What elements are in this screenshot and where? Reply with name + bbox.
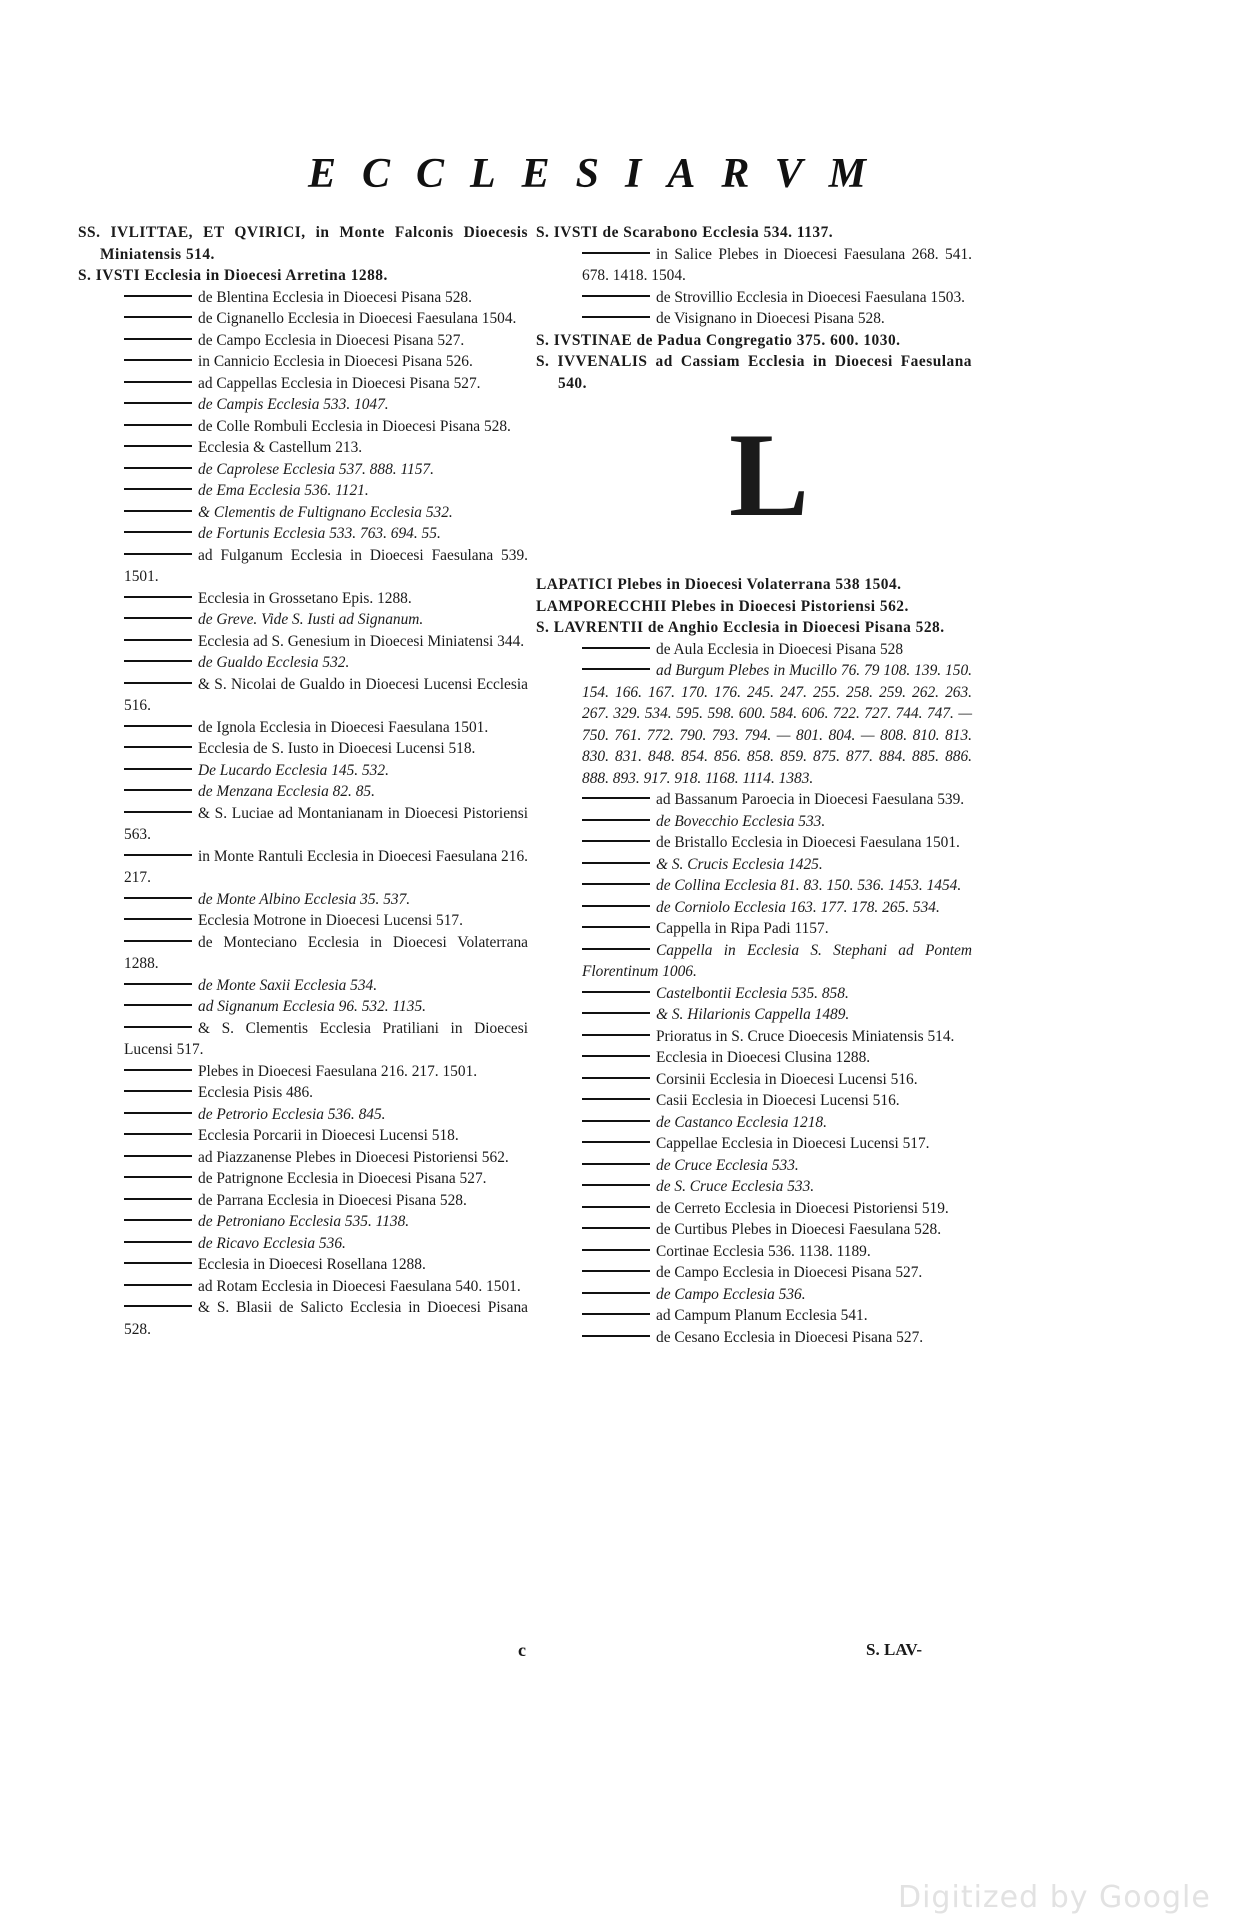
index-subentry	[536, 789, 972, 811]
index-subentry	[78, 609, 528, 631]
entry-text: de Castanco Ecclesia 1218.	[656, 1113, 827, 1131]
index-subentry	[78, 416, 528, 438]
index-subentry	[78, 588, 528, 610]
ditto-dash	[124, 338, 192, 340]
index-subentry	[78, 1211, 528, 1233]
index-subentry	[78, 889, 528, 911]
entry-text: S. IVVENALIS ad Cassiam Ecclesia in Dioecesi Faesulana 540.	[536, 353, 972, 392]
index-subentry	[536, 639, 972, 661]
index-entry	[536, 330, 972, 352]
entry-text: S. LAVRENTII de Anghio Ecclesia in Dioecesi Pisana 528.	[536, 619, 945, 636]
index-subentry	[78, 1061, 528, 1083]
entry-text: ad Signanum Ecclesia 96. 532. 1135.	[198, 998, 426, 1015]
right-column	[536, 222, 972, 1348]
ditto-dash	[582, 905, 650, 907]
ditto-dash	[124, 617, 192, 619]
ditto-dash	[582, 1163, 650, 1165]
ditto-dash	[124, 510, 192, 512]
ditto-dash	[124, 789, 192, 791]
ditto-dash	[582, 862, 650, 864]
index-subentry	[78, 1018, 528, 1061]
ditto-dash	[582, 797, 650, 799]
index-subentry	[78, 760, 528, 782]
index-subentry	[536, 1305, 972, 1327]
index-subentry	[78, 1082, 528, 1104]
index-subentry	[536, 1327, 972, 1349]
index-subentry	[78, 674, 528, 717]
ditto-dash	[124, 1284, 192, 1286]
index-subentry	[536, 660, 972, 789]
entry-text: de Cignanello Ecclesia in Dioecesi Faesulana 1504.	[198, 310, 517, 327]
entry-text: de S. Cruce Ecclesia 533.	[656, 1178, 815, 1195]
right-column-top	[536, 222, 972, 394]
index-subentry	[78, 1190, 528, 1212]
ditto-dash	[582, 991, 650, 993]
index-subentry	[78, 1125, 528, 1147]
index-subentry	[78, 308, 528, 330]
entry-text: de Curtibus Plebes in Dioecesi Faesulana 528.	[656, 1221, 942, 1238]
index-subentry	[78, 373, 528, 395]
index-subentry	[78, 652, 528, 674]
entry-text: de Blentina Ecclesia in Dioecesi Pisana 528.	[198, 288, 472, 306]
ditto-dash	[124, 445, 192, 447]
entry-text: Ecclesia & Castellum 213.	[198, 439, 363, 456]
index-subentry	[536, 1112, 972, 1134]
index-subentry	[536, 854, 972, 876]
index-subentry	[78, 545, 528, 588]
watermark	[898, 1880, 1211, 1915]
ditto-dash	[582, 1012, 650, 1014]
index-subentry	[78, 717, 528, 739]
entry-text: Ecclesia Pisis 486.	[198, 1084, 313, 1101]
index-subentry	[78, 1104, 528, 1126]
ditto-dash	[582, 1270, 650, 1272]
entry-text: de Campo Ecclesia 536.	[656, 1285, 806, 1303]
index-subentry	[78, 1276, 528, 1298]
entry-text: de Colle Rombuli Ecclesia in Dioecesi Pisana 528.	[198, 417, 511, 435]
index-subentry	[78, 459, 528, 481]
index-entry	[536, 596, 972, 618]
entry-text: ad Burgum Plebes in Mucillo 76. 79 108. 139. 150. 154. 166. 167. 170. 176. 245. 247. 255. 258. 259. 262. 263. 267. 329. 534. 595. 598. 600. 584. 606. 722. 727. 744. 747. — 750. 761. 772. 790. 793. 794. — 801. 804. — 808. 810. 813. 830. 831. 848. 854. 856. 858. 859. 875. 877. 884. 885. 886. 888. 893. 917. 918. 1168. 1114. 1383.	[582, 662, 972, 787]
ditto-dash	[124, 639, 192, 641]
index-entry	[536, 574, 972, 596]
index-subentry	[78, 1147, 528, 1169]
entry-text: de Cesano Ecclesia in Dioecesi Pisana 527.	[656, 1328, 924, 1346]
entry-text: ad Fulganum Ecclesia in Dioecesi Faesulana 539. 1501.	[124, 546, 528, 585]
entry-text: De Lucardo Ecclesia 145. 532.	[198, 761, 389, 779]
ditto-dash	[124, 854, 192, 856]
entry-text: Ecclesia de S. Iusto in Dioecesi Lucensi 518.	[198, 740, 476, 757]
entry-text: de Parrana Ecclesia in Dioecesi Pisana 528.	[198, 1191, 467, 1209]
index-subentry	[536, 1262, 972, 1284]
entry-text: de Petrorio Ecclesia 536. 845.	[198, 1105, 386, 1123]
ditto-dash	[124, 1026, 192, 1028]
index-subentry	[78, 803, 528, 846]
entry-text: & S. Hilarionis Cappella 1489.	[656, 1006, 850, 1023]
index-subentry	[78, 996, 528, 1018]
page-heading: ECCLESIARVM	[307, 151, 893, 197]
left-column	[78, 222, 528, 1340]
ditto-dash	[124, 553, 192, 555]
entry-text: de Monteciano Ecclesia in Dioecesi Volaterrana 1288.	[124, 933, 528, 972]
ditto-dash	[124, 531, 192, 533]
ditto-dash	[582, 1206, 650, 1208]
ditto-dash	[582, 1227, 650, 1229]
ditto-dash	[582, 1249, 650, 1251]
index-subentry	[78, 394, 528, 416]
ditto-dash	[124, 596, 192, 598]
ditto-dash	[124, 897, 192, 899]
catchword: S. LAV-	[866, 1640, 923, 1659]
index-subentry	[536, 1198, 972, 1220]
index-entry	[78, 222, 528, 265]
entry-text: Ecclesia in Dioecesi Rosellana 1288.	[198, 1256, 426, 1273]
entry-text: Plebes in Dioecesi Faesulana 216. 217. 1501.	[198, 1062, 478, 1080]
index-subentry	[536, 1241, 972, 1263]
ditto-dash	[124, 1112, 192, 1114]
index-subentry	[536, 832, 972, 854]
index-subentry	[78, 1297, 528, 1340]
index-subentry	[78, 932, 528, 975]
entry-text: Cappellae Ecclesia in Dioecesi Lucensi 517.	[656, 1135, 930, 1152]
entry-text: de Collina Ecclesia 81. 83. 150. 536. 1453. 1454.	[656, 877, 962, 894]
ditto-dash	[582, 668, 650, 670]
index-subentry	[536, 244, 972, 287]
index-subentry	[536, 287, 972, 309]
entry-text: SS. IVLITTAE, ET QVIRICI, in Monte Falconis Dioecesis Miniatensis 514.	[78, 224, 528, 263]
entry-text: Cappella in Ripa Padi 1157.	[656, 920, 829, 937]
watermark-text: Digitized by Google	[898, 1880, 1211, 1915]
ditto-dash	[582, 1077, 650, 1079]
entry-text: Ecclesia Porcarii in Dioecesi Lucensi 518.	[198, 1127, 459, 1144]
entry-text: de Aula Ecclesia in Dioecesi Pisana 528	[656, 640, 904, 658]
index-subentry	[536, 983, 972, 1005]
index-subentry	[536, 1069, 972, 1091]
ditto-dash	[124, 682, 192, 684]
ditto-dash	[582, 1141, 650, 1143]
entry-text: de Campo Ecclesia in Dioecesi Pisana 527.	[656, 1264, 923, 1281]
signature-mark: c	[518, 1640, 526, 1660]
ditto-dash	[582, 1184, 650, 1186]
entry-text: de Caprolese Ecclesia 537. 888. 1157.	[198, 460, 434, 478]
entry-text: de Monte Saxii Ecclesia 534.	[198, 976, 378, 994]
entry-text: ad Cappellas Ecclesia in Dioecesi Pisana 527.	[198, 374, 481, 392]
index-subentry	[78, 1233, 528, 1255]
entry-text: Ecclesia in Dioecesi Clusina 1288.	[656, 1049, 871, 1066]
entry-text: & S. Clementis Ecclesia Pratiliani in Dioecesi Lucensi 517.	[124, 1019, 528, 1058]
index-subentry	[536, 1155, 972, 1177]
ditto-dash	[582, 647, 650, 649]
index-subentry	[536, 1090, 972, 1112]
entry-text: S. IVSTI de Scarabono Ecclesia 534. 1137.	[536, 224, 834, 241]
index-subentry	[78, 480, 528, 502]
entry-text: & S. Crucis Ecclesia 1425.	[656, 855, 823, 873]
index-subentry	[78, 502, 528, 524]
index-subentry	[78, 781, 528, 803]
entry-text: LAPATICI Plebes in Dioecesi Volaterrana 538 1504.	[536, 576, 902, 593]
ditto-dash	[582, 295, 650, 297]
entry-text: in Cannicio Ecclesia in Dioecesi Pisana 526.	[198, 353, 473, 370]
entry-text: de Corniolo Ecclesia 163. 177. 178. 265. 534.	[656, 898, 940, 916]
index-subentry	[536, 1176, 972, 1198]
index-subentry	[536, 308, 972, 330]
ditto-dash	[124, 488, 192, 490]
ditto-dash	[124, 918, 192, 920]
ditto-dash	[124, 1219, 192, 1221]
index-entry	[78, 265, 528, 287]
entry-text: de Bristallo Ecclesia in Dioecesi Faesulana 1501.	[656, 834, 960, 851]
index-subentry	[78, 351, 528, 373]
ditto-dash	[582, 926, 650, 928]
entry-text: Casii Ecclesia in Dioecesi Lucensi 516.	[656, 1092, 900, 1109]
ditto-dash	[124, 295, 192, 297]
ditto-dash	[582, 1292, 650, 1294]
ditto-dash	[124, 1004, 192, 1006]
entry-text: de Cerreto Ecclesia in Dioecesi Pistoriensi 519.	[656, 1199, 949, 1217]
entry-text: S. IVSTI Ecclesia in Dioecesi Arretina 1288.	[78, 267, 388, 284]
right-column-bottom	[536, 574, 972, 1348]
entry-text: Ecclesia Motrone in Dioecesi Lucensi 517.	[198, 912, 463, 929]
index-entry	[536, 222, 972, 244]
entry-text: & S. Nicolai de Gualdo in Dioecesi Lucensi Ecclesia 516.	[124, 675, 528, 714]
entry-text: de Cruce Ecclesia 533.	[656, 1156, 799, 1174]
entry-text: & S. Blasii de Salicto Ecclesia in Dioecesi Pisana 528.	[124, 1299, 528, 1338]
entry-text: de Greve. Vide S. Iusti ad Signanum.	[198, 611, 424, 628]
index-subentry	[78, 631, 528, 653]
ditto-dash	[124, 402, 192, 404]
entry-text: LAMPORECCHII Plebes in Dioecesi Pistoriensi 562.	[536, 597, 909, 615]
index-subentry	[78, 846, 528, 889]
ditto-dash	[582, 819, 650, 821]
entry-text: S. IVSTINAE de Padua Congregatio 375. 600. 1030.	[536, 331, 901, 349]
entry-text: de Campo Ecclesia in Dioecesi Pisana 527.	[198, 331, 465, 349]
ditto-dash	[124, 381, 192, 383]
entry-text: de Petroniano Ecclesia 535. 1138.	[198, 1213, 410, 1230]
section-letter: L	[728, 408, 810, 541]
entry-text: de Campis Ecclesia 533. 1047.	[198, 396, 389, 413]
ditto-dash	[582, 1098, 650, 1100]
entry-text: ad Piazzanense Plebes in Dioecesi Pistoriensi 562.	[198, 1148, 509, 1166]
ditto-dash	[124, 1069, 192, 1071]
ditto-dash	[582, 1313, 650, 1315]
entry-text: de Ignola Ecclesia in Dioecesi Faesulana 1501.	[198, 718, 489, 736]
entry-text: de Visignano in Dioecesi Pisana 528.	[656, 310, 885, 327]
entry-text: ad Bassanum Paroecia in Dioecesi Faesulana 539.	[656, 791, 965, 808]
ditto-dash	[124, 983, 192, 985]
index-subentry	[78, 1168, 528, 1190]
entry-text: ad Rotam Ecclesia in Dioecesi Faesulana 540. 1501.	[198, 1277, 521, 1295]
ditto-dash	[582, 252, 650, 254]
index-entry	[536, 351, 972, 394]
index-subentry	[536, 1284, 972, 1306]
index-subentry	[78, 738, 528, 760]
entry-text: de Menzana Ecclesia 82. 85.	[198, 783, 375, 800]
entry-text: de Patrignone Ecclesia in Dioecesi Pisana 527.	[198, 1170, 487, 1187]
index-subentry	[536, 940, 972, 983]
entry-text: & Clementis de Fultignano Ecclesia 532.	[198, 503, 453, 521]
ditto-dash	[582, 1055, 650, 1057]
ditto-dash	[124, 746, 192, 748]
index-subentry	[78, 975, 528, 997]
index-subentry	[536, 1219, 972, 1241]
entry-text: Corsinii Ecclesia in Dioecesi Lucensi 516.	[656, 1070, 918, 1088]
ditto-dash	[124, 1155, 192, 1157]
ditto-dash	[124, 424, 192, 426]
entry-text: Ecclesia ad S. Genesium in Dioecesi Miniatensi 344.	[198, 632, 525, 650]
ditto-dash	[124, 1262, 192, 1264]
index-subentry	[78, 523, 528, 545]
ditto-dash	[124, 1305, 192, 1307]
index-subentry	[78, 330, 528, 352]
ditto-dash	[124, 316, 192, 318]
entry-text: & S. Luciae ad Montanianam in Dioecesi Pistoriensi 563.	[124, 804, 528, 843]
index-subentry	[536, 1004, 972, 1026]
index-entry	[536, 617, 972, 639]
index-subentry	[536, 875, 972, 897]
index-subentry	[536, 811, 972, 833]
entry-text: Cappella in Ecclesia S. Stephani ad Pontem Florentinum 1006.	[582, 941, 972, 980]
ditto-dash	[124, 1176, 192, 1178]
ditto-dash	[582, 948, 650, 950]
index-subentry	[78, 437, 528, 459]
ditto-dash	[124, 467, 192, 469]
ditto-dash	[124, 811, 192, 813]
ditto-dash	[124, 768, 192, 770]
ditto-dash	[582, 840, 650, 842]
ditto-dash	[582, 1120, 650, 1122]
ditto-dash	[124, 940, 192, 942]
ditto-dash	[124, 1090, 192, 1092]
entry-text: de Gualdo Ecclesia 532.	[198, 654, 350, 671]
entry-text: in Salice Plebes in Dioecesi Faesulana 268. 541. 678. 1418. 1504.	[582, 245, 972, 284]
entry-text: Ecclesia in Grossetano Epis. 1288.	[198, 589, 412, 607]
entry-text: Cortinae Ecclesia 536. 1138. 1189.	[656, 1242, 871, 1260]
index-subentry	[536, 1047, 972, 1069]
ditto-dash	[124, 359, 192, 361]
ditto-dash	[582, 316, 650, 318]
ditto-dash	[124, 1241, 192, 1243]
entry-text: in Monte Rantuli Ecclesia in Dioecesi Faesulana 216. 217.	[124, 847, 528, 886]
index-subentry	[78, 910, 528, 932]
index-subentry	[536, 897, 972, 919]
entry-text: Prioratus in S. Cruce Dioecesis Miniatensis 514.	[656, 1027, 955, 1045]
ditto-dash	[124, 1133, 192, 1135]
index-subentry	[536, 918, 972, 940]
entry-text: Castelbontii Ecclesia 535. 858.	[656, 984, 849, 1002]
entry-text: de Fortunis Ecclesia 533. 763. 694. 55.	[198, 525, 441, 542]
index-subentry	[78, 287, 528, 309]
entry-text: de Ricavo Ecclesia 536.	[198, 1234, 346, 1252]
ditto-dash	[582, 883, 650, 885]
ditto-dash	[124, 1198, 192, 1200]
ditto-dash	[124, 660, 192, 662]
entry-text: de Strovillio Ecclesia in Dioecesi Faesulana 1503.	[656, 288, 966, 306]
ditto-dash	[582, 1335, 650, 1337]
entry-text: de Bovecchio Ecclesia 533.	[656, 812, 826, 830]
entry-text: de Ema Ecclesia 536. 1121.	[198, 482, 369, 499]
index-subentry	[78, 1254, 528, 1276]
entry-text: de Monte Albino Ecclesia 35. 537.	[198, 890, 411, 908]
entry-text: ad Campum Planum Ecclesia 541.	[656, 1307, 868, 1324]
ditto-dash	[124, 725, 192, 727]
index-subentry	[536, 1026, 972, 1048]
index-subentry	[536, 1133, 972, 1155]
ditto-dash	[582, 1034, 650, 1036]
